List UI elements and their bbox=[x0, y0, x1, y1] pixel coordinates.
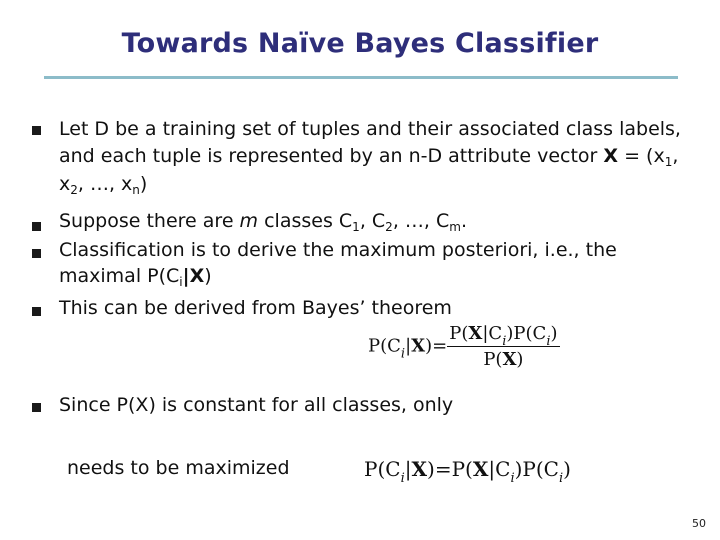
page-number: 50 bbox=[692, 517, 706, 530]
bullet-marker bbox=[32, 403, 41, 412]
text: Classification is to derive the maximum posteriori, i.e., the bbox=[59, 239, 617, 261]
math-text: |C bbox=[482, 323, 503, 344]
math-text: )P(C bbox=[514, 457, 559, 481]
text: , …, C bbox=[392, 210, 450, 232]
bullet-marker bbox=[32, 126, 41, 135]
vector-x: X bbox=[189, 265, 205, 287]
subscript: m bbox=[449, 220, 461, 234]
bullet-1-line-3 bbox=[59, 172, 147, 196]
subscript: 2 bbox=[385, 220, 393, 234]
text: classes C bbox=[258, 210, 353, 232]
bullet-marker bbox=[32, 307, 41, 316]
vector-x: X bbox=[472, 457, 489, 481]
subscript: 1 bbox=[664, 155, 673, 169]
vector-x: X bbox=[502, 349, 517, 370]
text: Let D be a training set of tuples and their associated class labels, bbox=[59, 118, 681, 140]
math-text: P( bbox=[451, 457, 473, 481]
bullet-3-line-1 bbox=[59, 238, 617, 262]
bullet-marker bbox=[32, 249, 41, 258]
denominator bbox=[447, 347, 559, 370]
text: needs to be maximized bbox=[67, 457, 290, 479]
bullet-4 bbox=[59, 296, 452, 320]
text: Suppose there are bbox=[59, 210, 240, 232]
math-text: ) bbox=[550, 323, 558, 344]
text: and each tuple is represented by an n-D attribute vector bbox=[59, 145, 604, 167]
bullet-1-line-1 bbox=[59, 117, 681, 141]
math-text: P( bbox=[449, 323, 469, 344]
vector-x: X bbox=[411, 457, 428, 481]
text: This can be derived from Bayes’ theorem bbox=[59, 297, 452, 319]
bullet-5 bbox=[59, 393, 453, 417]
subscript: i bbox=[400, 471, 405, 486]
subscript: i bbox=[400, 346, 406, 362]
vector-x: X bbox=[603, 145, 619, 167]
text: maximal P(C bbox=[59, 265, 180, 287]
vector-x: X bbox=[411, 335, 426, 357]
bullet-marker bbox=[32, 222, 41, 231]
equals-sign: = bbox=[434, 457, 452, 481]
text: = (x bbox=[618, 145, 665, 167]
math-text: ) bbox=[516, 349, 524, 370]
equals-sign: = bbox=[432, 335, 448, 357]
text: ) bbox=[204, 265, 212, 287]
slide-title: Towards Naïve Bayes Classifier bbox=[121, 28, 599, 59]
text: , …, x bbox=[77, 173, 133, 195]
math-text: ) bbox=[563, 457, 571, 481]
maximize-formula bbox=[364, 457, 571, 486]
bullet-3-line-2 bbox=[59, 264, 212, 288]
text: , C bbox=[359, 210, 386, 232]
text: ) bbox=[139, 173, 148, 195]
math-text: | bbox=[404, 457, 412, 481]
italic-m: m bbox=[239, 210, 259, 232]
maximized-text bbox=[67, 456, 290, 480]
math-text: |C bbox=[488, 457, 511, 481]
subscript: 1 bbox=[352, 220, 360, 234]
math-text: ) bbox=[425, 335, 433, 357]
subscript: 2 bbox=[70, 183, 78, 197]
math-text: ) bbox=[427, 457, 435, 481]
subscript: n bbox=[132, 183, 140, 197]
numerator bbox=[447, 323, 559, 347]
text: , bbox=[672, 145, 679, 167]
vector-x: X bbox=[468, 323, 483, 344]
bullet-2 bbox=[59, 209, 467, 233]
math-text: P(C bbox=[368, 335, 401, 357]
subscript: i bbox=[510, 471, 515, 486]
subscript: i bbox=[502, 334, 507, 349]
math-text: P(C bbox=[364, 457, 401, 481]
bullet-1-line-2 bbox=[59, 144, 678, 168]
math-text: | bbox=[405, 335, 412, 357]
subscript: i bbox=[179, 275, 183, 289]
text: . bbox=[460, 210, 467, 232]
math-text: P( bbox=[483, 349, 503, 370]
subscript: i bbox=[546, 334, 551, 349]
subscript: i bbox=[558, 471, 564, 486]
text: Since P(X) is constant for all classes, only bbox=[59, 394, 454, 416]
text: x bbox=[59, 173, 71, 195]
fraction bbox=[447, 323, 559, 370]
bayes-formula bbox=[368, 323, 560, 370]
math-text: )P(C bbox=[506, 323, 547, 344]
title-underline bbox=[44, 76, 678, 79]
bar: | bbox=[182, 265, 190, 287]
